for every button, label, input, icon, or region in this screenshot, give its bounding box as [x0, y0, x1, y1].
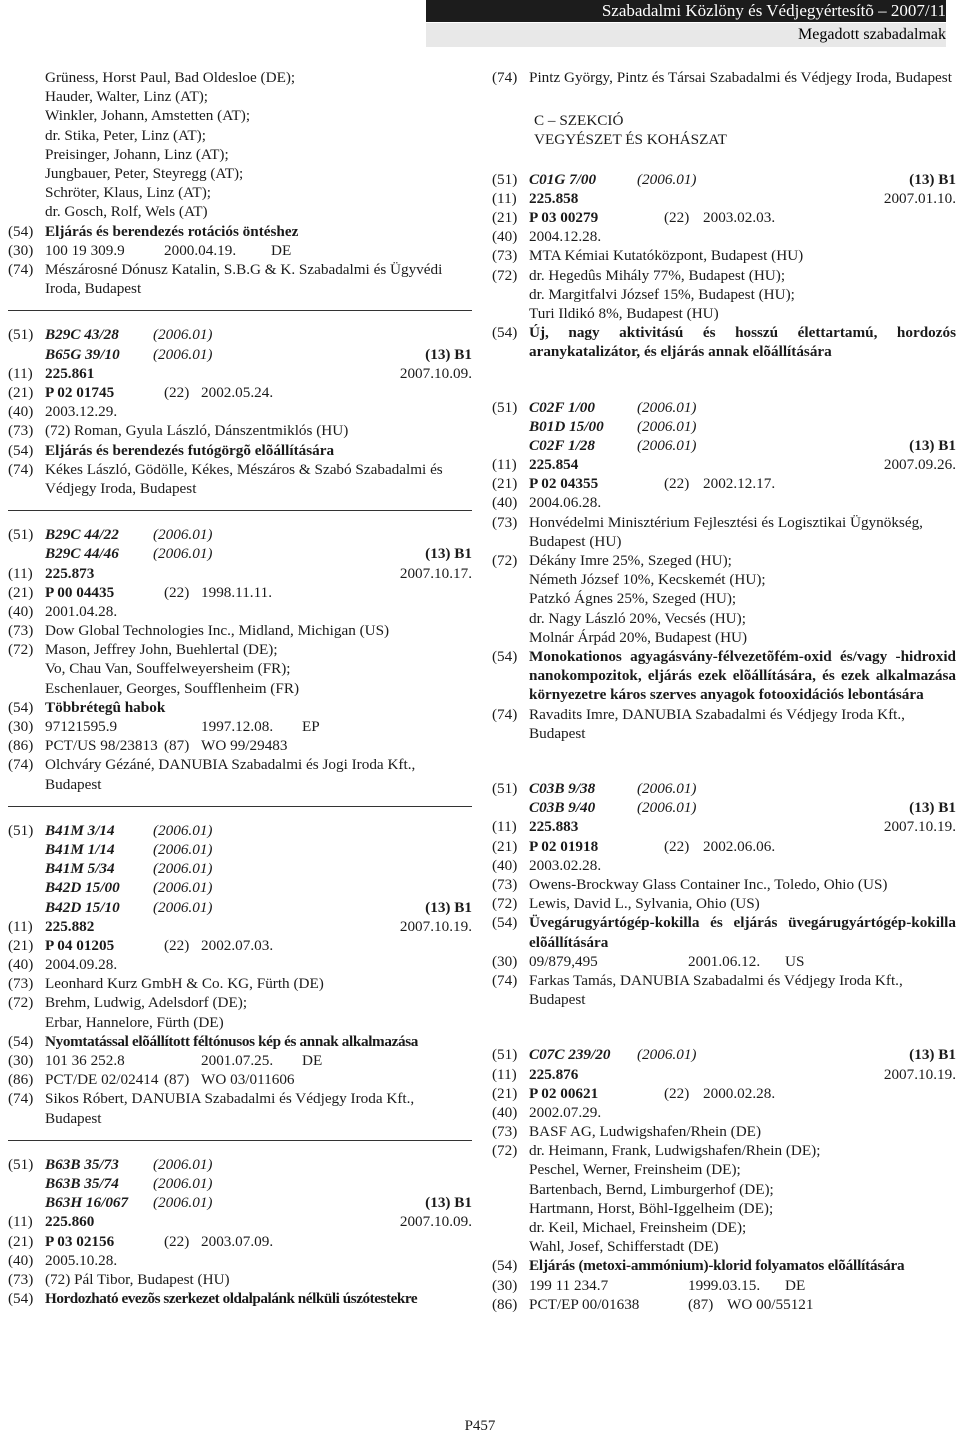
filing-date: 1998.11.11. [201, 583, 273, 601]
inventor-line: Hartmann, Horst, Böhl-Iggelheim (DE); [529, 1199, 774, 1217]
priority-date: 1997.12.08. [201, 718, 274, 735]
pct-publication: WO 00/55121 [727, 1295, 814, 1313]
inid-code: (54) [8, 1032, 34, 1050]
priority-number: 101 36 252.8 [45, 1052, 125, 1070]
journal-section: Megadott szabadalmak [798, 26, 946, 43]
inid-code: (73) [492, 875, 518, 893]
owner: (72) Roman, Gyula László, Dánszentmiklós (HU) [45, 422, 349, 440]
pct-pub-code: (87) [164, 737, 190, 755]
journal-title: Szabadalmi Közlöny és Védjegyértesítõ – 2007/11 [601, 1, 946, 20]
inid-code: (72) [492, 1142, 518, 1160]
left-column [8, 68, 472, 1308]
header-title-band [426, 0, 946, 22]
patent-title: Eljárás és berendezés futógörgõ elõállítására [45, 441, 335, 459]
kind-code: (13) B1 [909, 436, 956, 454]
inid-code: (72) [8, 994, 34, 1012]
publication-date: 2001.04.28. [45, 602, 118, 620]
pct-pub-code: (87) [688, 1295, 714, 1313]
inventor-line: Dékány Imre 25%, Szeged (HU); [529, 552, 732, 570]
inid-code: (21) [492, 837, 518, 855]
grant-date: 2007.10.17. [399, 564, 472, 582]
inventor-line: dr. Stika, Peter, Linz (AT); [45, 126, 206, 144]
ipc-edition: (2006.01) [153, 821, 213, 839]
patent-number: 225.882 [45, 917, 95, 935]
inid-code: (73) [8, 975, 34, 993]
grant-date: 2007.10.19. [883, 818, 956, 836]
publication-date: 2004.09.28. [45, 956, 118, 974]
ipc-edition: (2006.01) [153, 526, 213, 544]
publication-date: 2004.06.28. [529, 494, 602, 512]
pct-application: PCT/DE 02/02414 [45, 1071, 159, 1089]
pct-application: PCT/US 98/23813 [45, 737, 158, 755]
inid-code: (72) [8, 641, 34, 659]
kind-code: (13) B1 [909, 170, 956, 188]
pct-publication: WO 03/011606 [201, 1071, 295, 1089]
inventor-line: Grüness, Horst Paul, Bad Oldesloe (DE); [45, 69, 296, 86]
ipc-class: B63B 35/74 [45, 1175, 119, 1192]
ipc-class: B29C 43/28 [45, 326, 119, 344]
inid-code: (73) [492, 1123, 518, 1141]
inid-code: (74) [8, 261, 34, 278]
publication-date: 2004.12.28. [529, 228, 602, 246]
inid-code: (11) [492, 456, 517, 474]
priority-country: DE [271, 241, 292, 259]
kind-code: (13) B1 [425, 345, 472, 363]
inid-code: (51) [492, 170, 518, 188]
grant-date: 2007.10.09. [399, 364, 472, 382]
inid-code: (30) [8, 241, 34, 259]
page-number: P457 [464, 1418, 496, 1434]
filing-code: (22) [164, 1232, 190, 1250]
inventor-line: Brehm, Ludwig, Adelsdorf (DE); [45, 994, 248, 1012]
inid-code: (74) [8, 1090, 34, 1108]
patent-title: Monokationos agyagásvány-félvezetõfém-oxid és/vagy -hidroxid nanokompozitok, eljárás ezek elõállítására, és ezek alkalmazása környezetre káros szerves anyagok fotooxidációs lebontására [529, 647, 956, 704]
header-subtitle-band [426, 23, 946, 47]
inventor-line: Peschel, Werner, Freinsheim (DE); [529, 1161, 741, 1179]
ipc-edition: (2006.01) [153, 898, 213, 916]
ipc-edition: (2006.01) [153, 326, 213, 344]
ipc-class: C02F 1/00 [529, 398, 595, 416]
inid-code: (40) [8, 602, 34, 620]
ipc-class: B42D 15/10 [45, 898, 120, 916]
inid-code: (73) [8, 1270, 34, 1288]
inventor-line: Erbar, Hannelore, Fürth (DE) [45, 1013, 224, 1031]
ipc-class: B29C 44/46 [45, 545, 119, 563]
patent-record-225861 [8, 325, 472, 498]
continued-inventors [8, 68, 472, 222]
owner: Leonhard Kurz GmbH & Co. KG, Fürth (DE) [45, 975, 324, 993]
patent-title: Eljárás és berendezés rotációs öntéshez [45, 222, 299, 240]
inventor-line: Schröter, Klaus, Linz (AT); [45, 184, 211, 202]
filing-code: (22) [664, 837, 690, 855]
application-number: P 02 00621 [529, 1084, 599, 1102]
inid-code: (11) [492, 1065, 517, 1083]
ipc-edition: (2006.01) [153, 545, 213, 563]
inid-code: (30) [492, 952, 518, 970]
inid-code: (74) [492, 705, 518, 723]
filing-code: (22) [664, 208, 690, 226]
inid-code: (21) [8, 1232, 34, 1250]
inventor-line: dr. Hegedûs Mihály 77%, Budapest (HU); [529, 266, 786, 284]
ipc-class: B41M 1/14 [45, 840, 115, 858]
inventor-line: Németh József 10%, Kecskemét (HU); [529, 571, 766, 589]
inid-code: (54) [8, 222, 34, 240]
filing-date: 2002.07.03. [201, 936, 274, 954]
application-number: P 02 01745 [45, 383, 115, 401]
inid-code: (73) [8, 622, 34, 640]
inventor-line: Jungbauer, Peter, Steyregg (AT); [45, 165, 244, 183]
filing-code: (22) [164, 583, 190, 601]
grant-date: 2007.01.10. [883, 189, 956, 207]
inventor-line: Patzkó Ágnes 25%, Szeged (HU); [529, 590, 737, 608]
publication-date: 2005.10.28. [45, 1251, 118, 1269]
patent-record-225876 [492, 1045, 956, 1314]
application-number: P 02 04355 [529, 475, 599, 493]
kind-code: (13) B1 [425, 1194, 472, 1212]
ipc-edition: (2006.01) [153, 1175, 213, 1192]
ipc-class: C07C 239/20 [529, 1046, 611, 1064]
inventor-line: Turi Ildikó 8%, Budapest (HU) [529, 304, 719, 322]
patent-record-225854 [492, 398, 956, 743]
section-letter: C – SZEKCIÓ [534, 112, 624, 130]
inid-code: (51) [492, 780, 518, 797]
pct-application: PCT/EP 00/01638 [529, 1295, 640, 1313]
patent-title: Eljárás (metoxi-ammónium)-klorid folyamatos elõállítására [529, 1257, 905, 1275]
inid-code: (51) [8, 326, 34, 344]
grant-date: 2007.10.19. [883, 1065, 956, 1083]
inid-code: (72) [492, 552, 518, 570]
pct-pub-code: (87) [164, 1071, 190, 1089]
inid-code: (51) [8, 1155, 34, 1173]
ipc-edition: (2006.01) [637, 436, 697, 454]
inid-code: (21) [8, 583, 34, 601]
patent-title: Hordozható evezõs szerkezet oldalpalánk nélküli úszótestekre [45, 1290, 418, 1308]
publication-date: 2003.12.29. [45, 403, 118, 421]
application-number: P 02 01918 [529, 837, 599, 855]
inid-code: (86) [8, 1071, 34, 1089]
priority-number: 100 19 309.9 [45, 241, 125, 259]
inid-code: (54) [492, 1257, 518, 1275]
ipc-class: B01D 15/00 [529, 417, 604, 435]
publication-date: 2003.02.28. [529, 856, 602, 874]
inid-code: (54) [8, 1290, 34, 1308]
inid-code: (86) [8, 737, 34, 755]
inid-code: (11) [8, 564, 33, 582]
inid-code: (30) [8, 718, 34, 735]
filing-date: 2002.06.06. [703, 837, 776, 855]
inid-code: (72) [492, 895, 518, 913]
ipc-class: B63H 16/067 [45, 1194, 129, 1212]
inid-code: (74) [8, 460, 34, 478]
attorney: Olchváry Gézáné, DANUBIA Szabadalmi és Jogi Iroda Kft., Budapest [45, 756, 416, 793]
inventor-line: dr. Margitfalvi József 15%, Budapest (HU); [529, 285, 795, 303]
inid-code: (40) [492, 856, 518, 874]
inid-code: (11) [8, 364, 33, 382]
ipc-class: B63B 35/73 [45, 1155, 119, 1173]
inventor-line: Vo, Chau Van, Souffelweyersheim (FR); [45, 660, 291, 678]
attorney: Mészárosné Dónusz Katalin, S.B.G & K. Szabadalmi és Ügyvédi Iroda, Budapest [45, 261, 443, 298]
priority-date: 1999.03.15. [688, 1276, 761, 1294]
owner: BASF AG, Ludwigshafen/Rhein (DE) [529, 1123, 762, 1141]
inid-code: (54) [492, 914, 518, 932]
right-column [492, 68, 956, 1314]
inid-code: (40) [8, 1251, 34, 1269]
inventor-line: Wahl, Josef, Schifferstadt (DE) [529, 1238, 719, 1256]
inventor-line: Eschenlauer, Georges, Soufflenheim (FR) [45, 679, 300, 697]
filing-code: (22) [164, 383, 190, 401]
patent-number: 225.858 [529, 189, 579, 207]
patent-title: Többrétegû habok [45, 698, 166, 716]
filing-date: 2002.12.17. [703, 475, 776, 493]
attorney: Pintz György, Pintz és Társai Szabadalmi és Védjegy Iroda, Budapest [529, 69, 952, 86]
ipc-class: C02F 1/28 [529, 436, 595, 454]
inventor-line: Molnár Árpád 20%, Budapest (HU) [529, 628, 748, 646]
page-header [426, 0, 946, 47]
inid-code: (72) [492, 266, 518, 284]
inid-code: (40) [8, 956, 34, 974]
kind-code: (13) B1 [909, 799, 956, 817]
ipc-class: B65G 39/10 [45, 345, 120, 363]
ipc-edition: (2006.01) [153, 879, 213, 897]
ipc-class: B41M 5/34 [45, 860, 115, 878]
inid-code: (51) [8, 821, 34, 839]
patent-record-225860 [8, 1155, 472, 1309]
patent-record-225873 [8, 525, 472, 794]
priority-number: 09/879,495 [529, 952, 598, 970]
inid-code: (21) [492, 1084, 518, 1102]
inid-code: (40) [492, 228, 518, 246]
grant-date: 2007.09.26. [883, 456, 956, 474]
inventor-line: Bartenbach, Bernd, Limburgerhof (DE); [529, 1180, 774, 1198]
inid-code: (74) [492, 69, 518, 86]
priority-date: 2000.04.19. [164, 241, 237, 259]
inid-code: (11) [8, 1213, 33, 1231]
ipc-edition: (2006.01) [153, 840, 213, 858]
inventor-line: Hauder, Walter, Linz (AT); [45, 88, 209, 106]
filing-date: 2003.07.09. [201, 1232, 274, 1250]
attorney: Kékes László, Gödölle, Kékes, Mészáros & Szabó Szabadalmi és Védjegy Iroda, Budapest [45, 460, 443, 497]
patent-record-continued [8, 222, 472, 299]
application-number: P 04 01205 [45, 936, 115, 954]
grant-date: 2007.10.19. [399, 917, 472, 935]
patent-record-continued-right [492, 68, 956, 87]
application-number: P 00 04435 [45, 583, 115, 601]
attorney: Farkas Tamás, DANUBIA Szabadalmi és Védjegy Iroda Kft., Budapest [529, 971, 903, 1009]
application-number: P 03 00279 [529, 208, 599, 226]
patent-title: Nyomtatással elõállított féltónusos kép és annak alkalmazása [45, 1032, 419, 1050]
owner: MTA Kémiai Kutatóközpont, Budapest (HU) [529, 247, 804, 265]
inid-code: (30) [492, 1276, 518, 1294]
inid-code: (40) [492, 494, 518, 512]
inid-code: (11) [492, 189, 517, 207]
inventor-line: Mason, Jeffrey John, Buehlertal (DE); [45, 641, 278, 659]
inventor-line: dr. Heimann, Frank, Ludwigshafen/Rhein (DE); [529, 1142, 821, 1160]
ipc-edition: (2006.01) [153, 345, 213, 363]
inid-code: (11) [8, 917, 33, 935]
owner: Owens-Brockway Glass Container Inc., Toledo, Ohio (US) [529, 875, 888, 893]
filing-code: (22) [664, 475, 690, 493]
priority-number: 199 11 234.7 [529, 1276, 609, 1294]
attorney: Ravadits Imre, DANUBIA Szabadalmi és Védjegy Iroda Kft., Budapest [529, 705, 905, 742]
kind-code: (13) B1 [425, 545, 472, 563]
patent-number: 225.873 [45, 564, 95, 582]
inid-code: (74) [492, 971, 518, 989]
pct-publication: WO 99/29483 [201, 737, 288, 755]
owner: Dow Global Technologies Inc., Midland, Michigan (US) [45, 622, 390, 640]
filing-date: 2002.05.24. [201, 383, 274, 401]
inid-code: (40) [8, 403, 34, 421]
inventor-line: dr. Keil, Michael, Freinsheim (DE); [529, 1219, 747, 1236]
inid-code: (54) [492, 647, 518, 665]
ipc-edition: (2006.01) [637, 170, 697, 188]
priority-country: DE [785, 1276, 806, 1294]
patent-title: Üvegárugyártógép-kokilla és eljárás üvegárugyártógép-kokilla elõállítására [529, 914, 956, 951]
priority-country: DE [302, 1052, 323, 1070]
inid-code: (11) [492, 818, 517, 836]
inid-code: (51) [8, 526, 34, 544]
publication-date: 2002.07.29. [529, 1103, 602, 1121]
inid-code: (30) [8, 1052, 34, 1070]
patent-number: 225.860 [45, 1213, 95, 1231]
ipc-edition: (2006.01) [637, 799, 697, 817]
patent-number: 225.861 [45, 364, 95, 382]
inid-code: (51) [492, 1046, 518, 1064]
owner: Honvédelmi Minisztérium Fejlesztési és Logisztikai Ügynökség, Budapest (HU) [529, 513, 923, 550]
priority-date: 2001.06.12. [688, 952, 761, 970]
ipc-edition: (2006.01) [637, 1046, 697, 1064]
ipc-edition: (2006.01) [153, 1155, 213, 1173]
inid-code: (73) [492, 247, 518, 265]
ipc-edition: (2006.01) [637, 780, 697, 797]
patent-record-225883 [492, 779, 956, 1009]
patent-number: 225.854 [529, 456, 579, 474]
priority-country: EP [302, 718, 320, 735]
inid-code: (40) [492, 1103, 518, 1121]
ipc-class: B42D 15/00 [45, 879, 120, 897]
ipc-class: C03B 9/38 [529, 780, 596, 797]
inid-code: (86) [492, 1295, 518, 1313]
filing-date: 2000.02.28. [703, 1084, 776, 1102]
grant-date: 2007.10.09. [399, 1213, 472, 1231]
inventor-line: Preisinger, Johann, Linz (AT); [45, 145, 229, 163]
ipc-class: C03B 9/40 [529, 799, 596, 817]
inventor-line: dr. Gosch, Rolf, Wels (AT) [45, 203, 208, 221]
ipc-class: B29C 44/22 [45, 526, 119, 544]
inid-code: (54) [8, 698, 34, 716]
ipc-edition: (2006.01) [637, 417, 697, 435]
ipc-edition: (2006.01) [637, 398, 697, 416]
inid-code: (54) [492, 324, 518, 342]
ipc-class: C01G 7/00 [529, 170, 597, 188]
patent-record-225882 [8, 821, 472, 1128]
section-heading [492, 111, 956, 149]
application-number: P 03 02156 [45, 1232, 115, 1250]
inid-code: (51) [492, 398, 518, 416]
ipc-class: B41M 3/14 [45, 821, 115, 839]
priority-date: 2001.07.25. [201, 1052, 274, 1070]
inventor-line: Lewis, David L., Sylvania, Ohio (US) [529, 895, 760, 913]
inid-code: (21) [492, 475, 518, 493]
inventor-line: dr. Nagy László 20%, Vecsés (HU); [529, 609, 746, 627]
kind-code: (13) B1 [909, 1046, 956, 1064]
ipc-edition: (2006.01) [153, 1194, 213, 1212]
inid-code: (74) [8, 756, 34, 774]
kind-code: (13) B1 [425, 898, 472, 916]
filing-date: 2003.02.03. [703, 208, 776, 226]
section-title: VEGYÉSZET ÉS KOHÁSZAT [534, 131, 727, 149]
patent-title: Új, nagy aktivitású és hosszú élettartamú, hordozós aranykatalizátor, és eljárás annak elõállítására [529, 324, 956, 361]
owner: (72) Pál Tibor, Budapest (HU) [45, 1270, 230, 1288]
inid-code: (73) [8, 422, 34, 440]
inid-code: (54) [8, 441, 34, 459]
inid-code: (21) [492, 208, 518, 226]
inid-code: (21) [8, 936, 34, 954]
inid-code: (21) [8, 383, 34, 401]
patent-number: 225.883 [529, 818, 579, 836]
patent-number: 225.876 [529, 1065, 579, 1083]
filing-code: (22) [164, 936, 190, 954]
filing-code: (22) [664, 1084, 690, 1102]
priority-country: US [785, 952, 805, 970]
ipc-edition: (2006.01) [153, 860, 213, 878]
attorney: Sikos Róbert, DANUBIA Szabadalmi és Védjegy Iroda Kft., Budapest [45, 1090, 415, 1127]
patent-record-225858 [492, 170, 956, 362]
inid-code: (73) [492, 513, 518, 531]
priority-number: 97121595.9 [45, 718, 118, 735]
inventor-line: Winkler, Johann, Amstetten (AT); [45, 107, 251, 125]
